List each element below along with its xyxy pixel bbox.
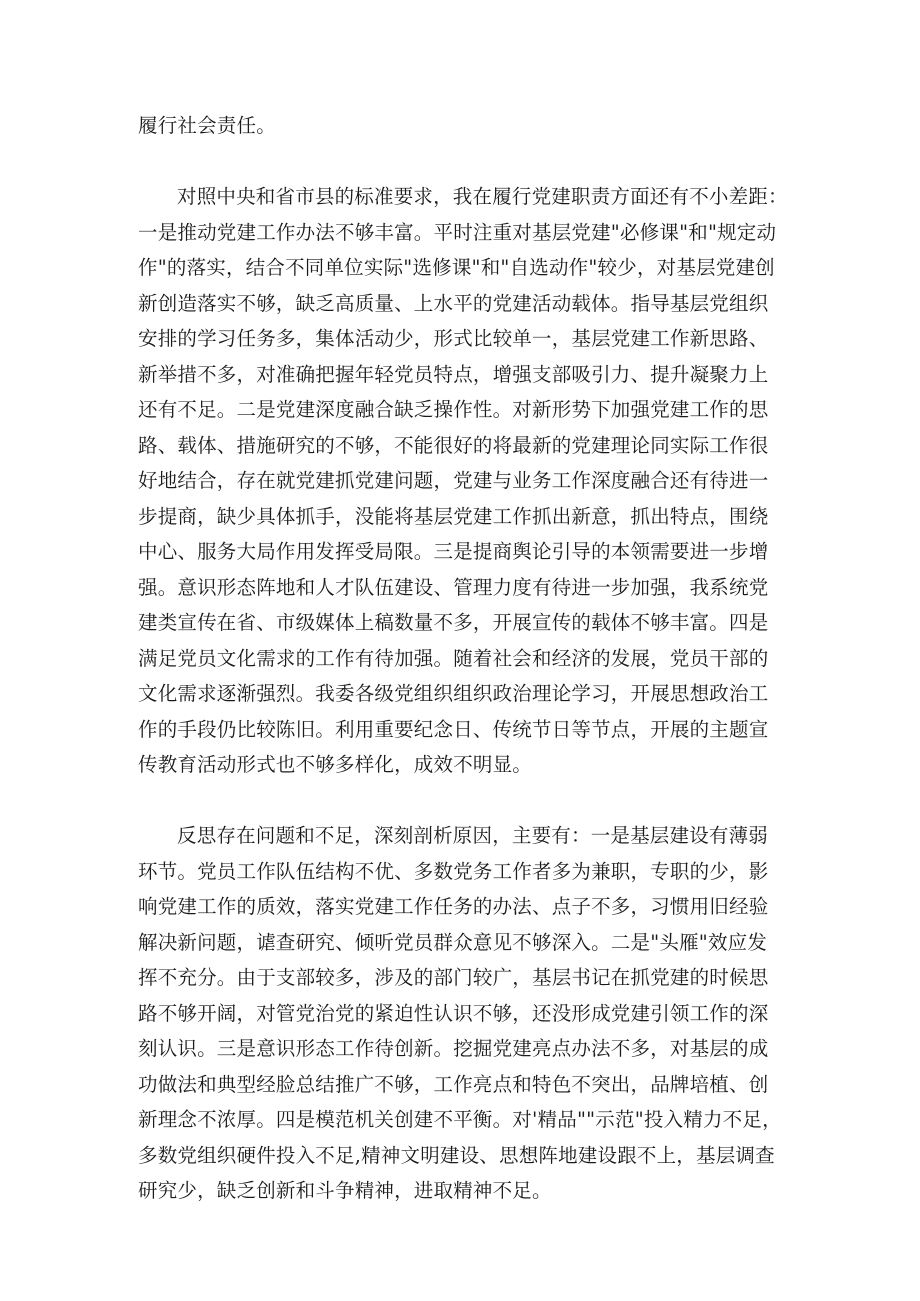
- paragraph-line: 多数党组织硬件投入不足,精神文明建设、思想阵地建设跟不上，基层调查: [138, 1143, 775, 1167]
- paragraph-line: 研究少，缺乏创新和斗争精神，进取精神不足。: [138, 1179, 552, 1202]
- paragraph-gap: [138, 144, 798, 180]
- paragraph-line: 新创造落实不够，缺乏高质量、上水平的党建活动载体。指导基层党组织: [138, 291, 769, 315]
- document-body: [138, 108, 798, 1209]
- paragraph: [138, 818, 798, 1209]
- paragraph-line: 步提商，缺少具体抓手，没能将基层党建工作抓出新意，抓出特点，围绕: [138, 504, 769, 528]
- paragraph-line: 对照中央和省市县的标准要求，我在履行党建职责方面还有不小差距：: [177, 185, 788, 208]
- paragraph-line: 环节。党员工作队伍结构不优、多数党务工作者多为兼职，专职的少，影: [138, 859, 769, 883]
- paragraph-line: 满足党员文化需求的工作有待加强。随着社会和经济的发展，党员干部的: [138, 646, 769, 670]
- paragraph-line: 新理念不浓厚。四是模范机关创建不平衡。对'精品""示范"投入精力不足，: [138, 1108, 782, 1131]
- paragraph-line: 好地结合，存在就党建抓党建问题，党建与业务工作深度融合还有待进一: [138, 469, 769, 492]
- paragraph-line: 中心、服务大局作用发挥受局限。三是提商舆论引导的本领需要进一步增: [138, 540, 769, 563]
- paragraph-line: 建类宣传在省、市级媒体上稿数量不多，开展宣传的载体不够丰富。四是: [138, 611, 769, 634]
- paragraph-gap: [138, 783, 798, 819]
- paragraph-line: 强。意识形态阵地和人才队伍建设、管理力度有待进一步加强，我系统党: [138, 575, 769, 599]
- paragraph-line: 解决新问题，谑查研究、倾听党员群众意见不够深入。二是"头雁"效应发: [138, 930, 768, 954]
- paragraph-line: 作的手段仍比较陈旧。利用重要纪念日、传统节日等节点，开展的主题宣: [138, 717, 769, 741]
- paragraph-line: 履行社会责任。: [138, 114, 276, 137]
- paragraph: [138, 179, 798, 783]
- paragraph-line: 安排的学习任务多，集体活动少，形式比较单一，基层党建工作新思路、: [138, 327, 769, 350]
- paragraph-line: 作"的落实，结合不同单位实际"选修课"和"自选动作"较少，对基层党建创: [138, 256, 775, 279]
- paragraph-line: 刻认识。三是意识形态工作待创新。挖掘党建亮点办法不多，对基层的成: [138, 1037, 769, 1060]
- paragraph-line: 文化需求逐渐强烈。我委各级党组织组织政治理论学习，开展思想政治工: [138, 682, 769, 705]
- paragraph-line: 新举措不多，对准确把握年轻党员特点，增强支部吸引力、提升凝聚力上: [138, 362, 769, 386]
- paragraph-line: 挥不充分。由于支部较多，涉及的部门较广，基层书记在抓党建的时候思: [138, 966, 769, 989]
- paragraph-line: 反思存在问题和不足，深刻剖析原因，主要有：一是基层建设有薄弱: [177, 824, 769, 847]
- paragraph-line: 功做法和典型经脸总结推广不够，工作亮点和特色不突出，品牌培植、创: [138, 1072, 769, 1096]
- paragraph-line: 响党建工作的质效，落实党建工作任务的办法、点子不多，习惯用旧经验: [138, 895, 769, 918]
- paragraph-line: 路、载体、措施研究的不够，不能很好的将最新的党建理论同实际工作很: [138, 433, 769, 457]
- paragraph-line: 一是推动党建工作办法不够丰富。平时注重对基层党建"必修课"和"规定动: [138, 220, 777, 244]
- paragraph-line: 传教育活动形式也不够多样化，成效不明显。: [138, 753, 533, 776]
- paragraph-line: 路不够开阔，对管党治党的紧迫性认识不够，还没形成党建引领工作的深: [138, 1001, 769, 1025]
- paragraph: [138, 108, 798, 144]
- paragraph-line: 还有不足。二是党建深度融合缺乏操作性。对新形势下加强党建工作的思: [138, 398, 769, 421]
